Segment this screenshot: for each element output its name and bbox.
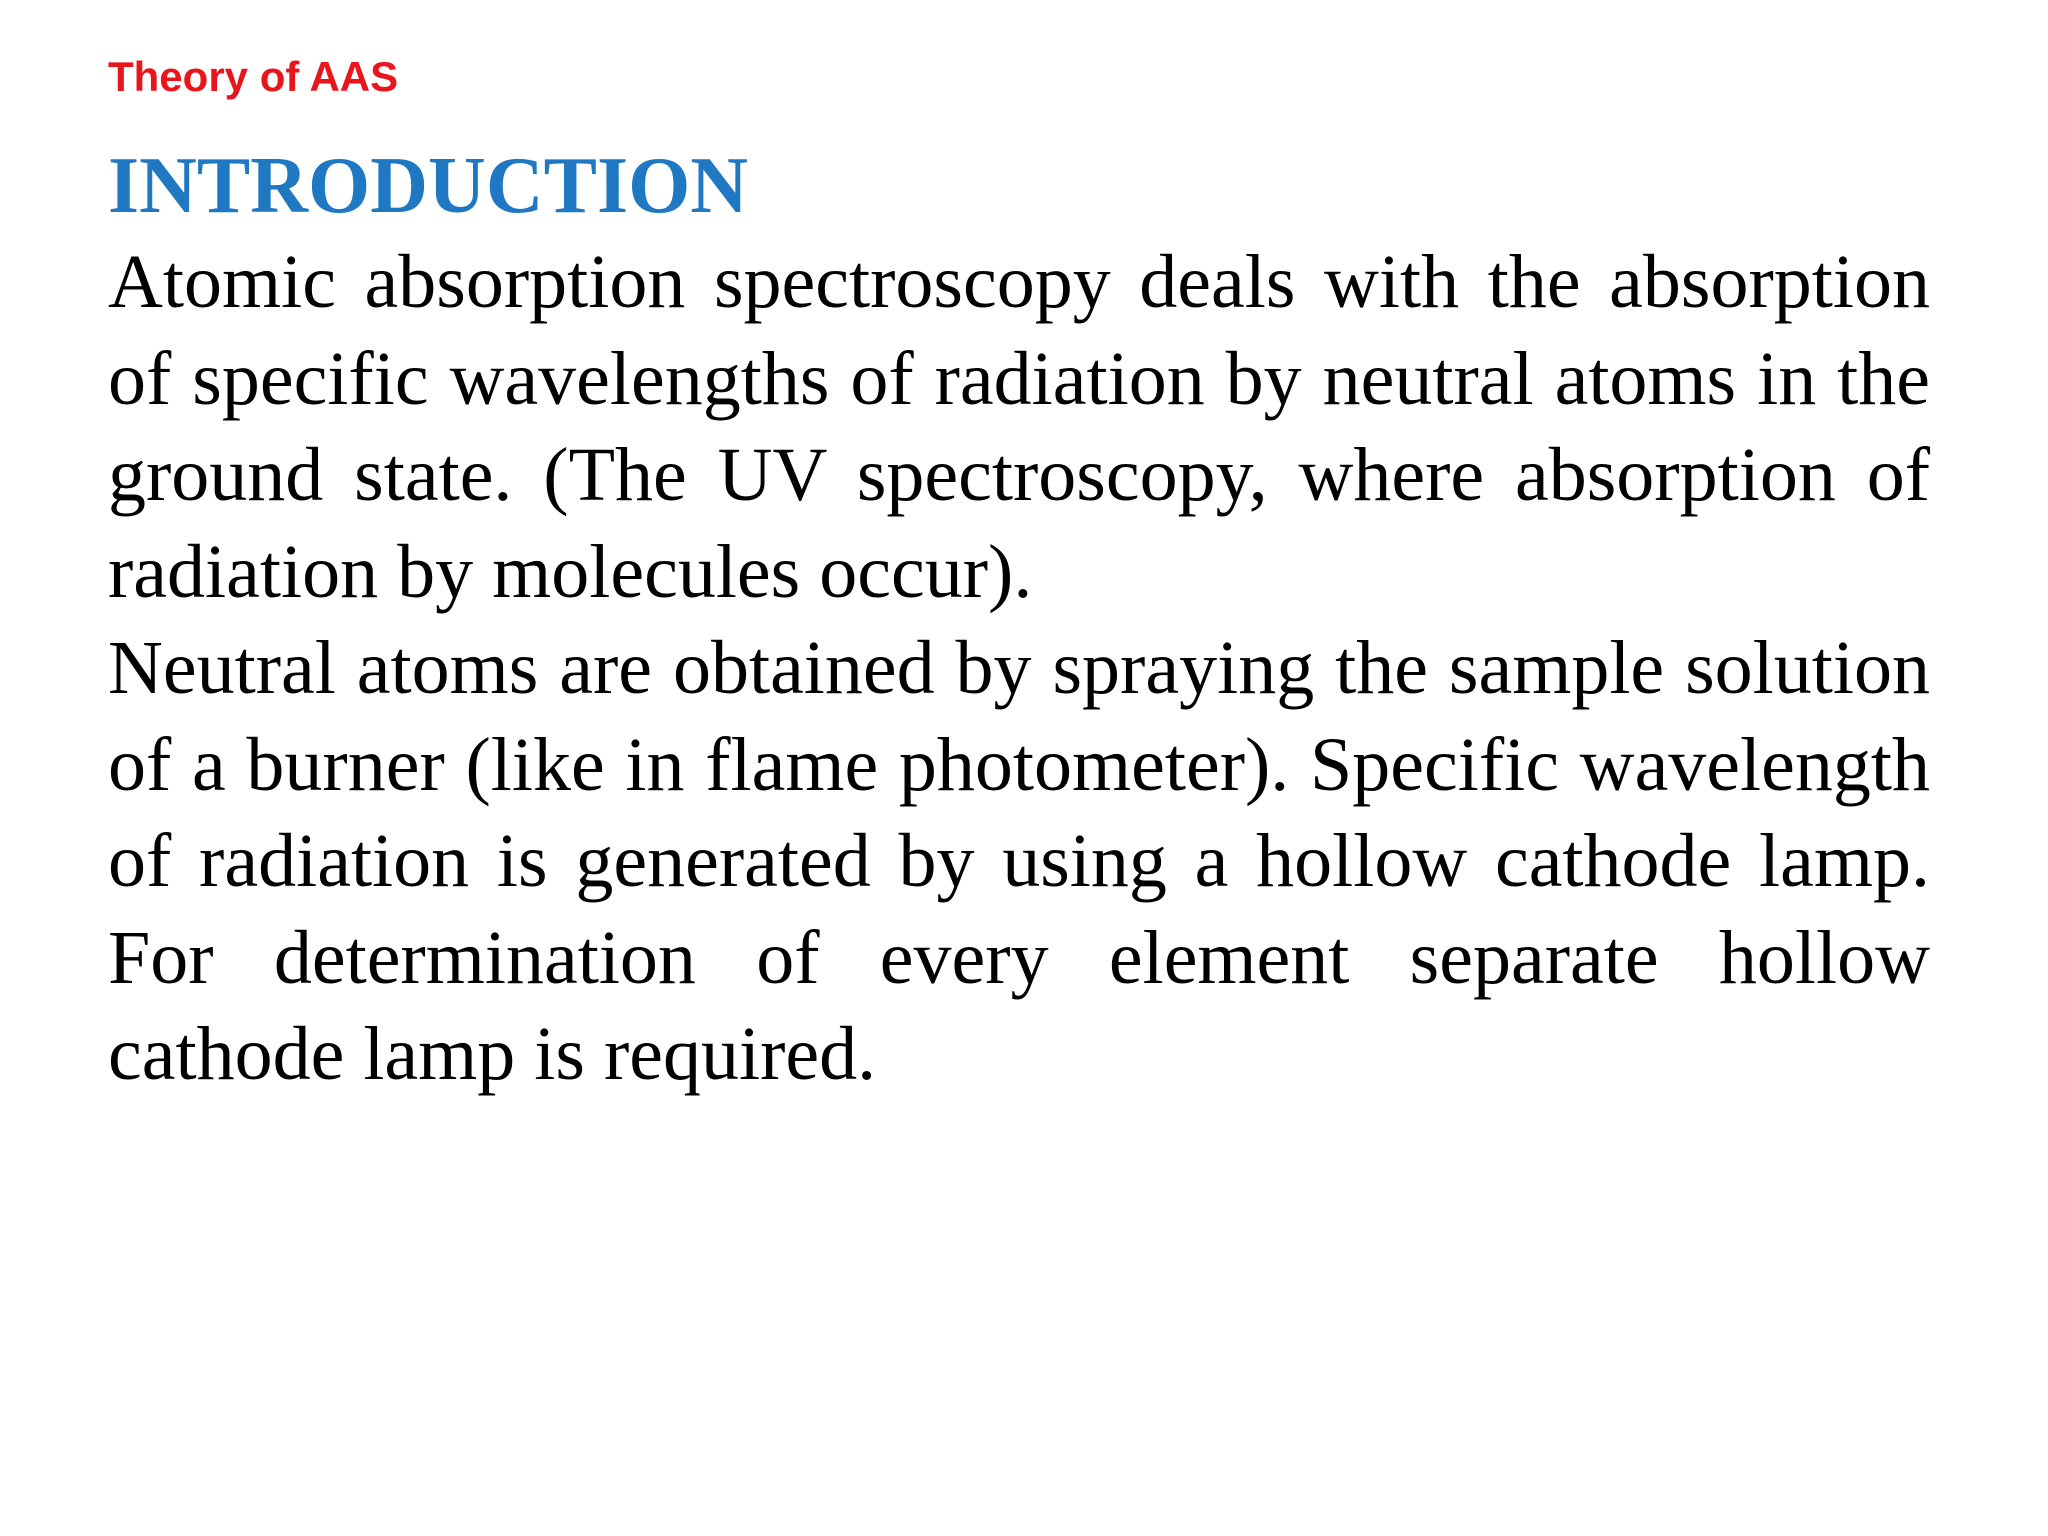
paragraph-method: Neutral atoms are obtained by spraying the sample solution of a burner (like in flame photometer). Specific wavelength of radiation is generated by using a hollow cathode lamp. For determination of every element separate hollow cathode lamp is required. <box>108 626 1930 1096</box>
slide-header-label: Theory of AAS <box>108 53 399 100</box>
slide-content <box>108 138 1930 1103</box>
paragraph-definition: Atomic absorption spectroscopy deals with the absorption of specific wavelengths of radiation by neutral atoms in the ground state. (The UV spectroscopy, where absorption of radiation by molecules occur). <box>108 240 1930 614</box>
section-heading: INTRODUCTION <box>108 142 749 230</box>
